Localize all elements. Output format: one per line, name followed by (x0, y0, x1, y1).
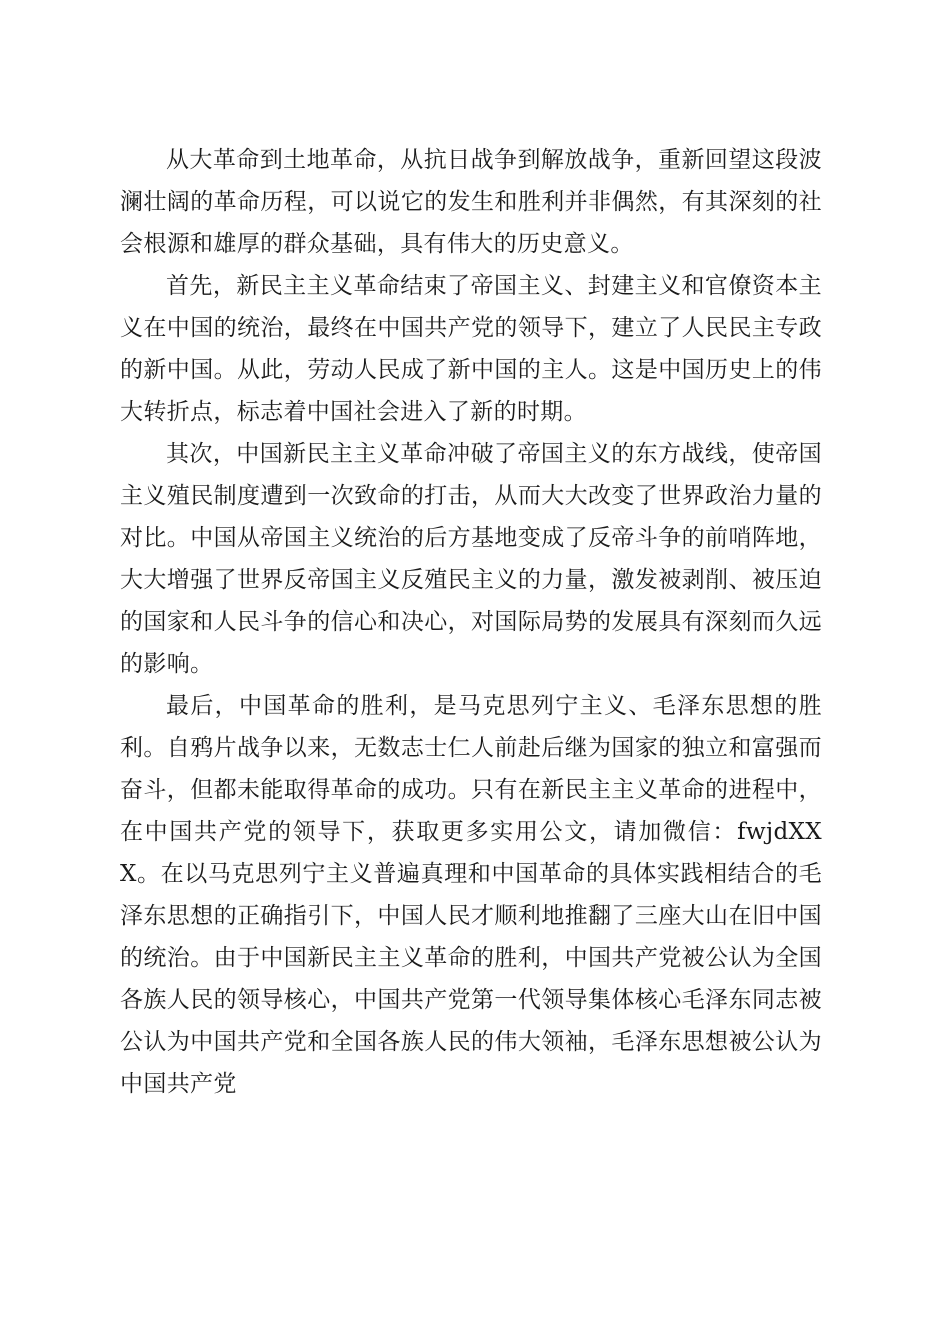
paragraph-significance-intro: 从大革命到土地革命，从抗日战争到解放战争，重新回望这段波澜壮阔的革命历程，可以说它的发生和胜利并非偶然，有其深刻的社会根源和雄厚的群众基础，具有伟大的历史意义。 (120, 147, 822, 257)
paragraph-first-point: 首先，新民主主义革命结束了帝国主义、封建主义和官僚资本主义在中国的统治，最终在中国共产党的领导下，建立了人民民主专政的新中国。从此，劳动人民成了新中国的主人。这是中国历史上的伟大转折点，标志着中国社会进入了新的时期。 (120, 273, 822, 425)
document-body (120, 139, 822, 1105)
paragraph-final-point: 最后，中国革命的胜利，是马克思列宁主义、毛泽东思想的胜利。自鸦片战争以来，无数志士仁人前赴后继为国家的独立和富强而奋斗，但都未能取得革命的成功。只有在新民主主义革命的进程中，在中国共产党的领导下，获取更多实用公文，请加微信：fwjdXXX。在以马克思列宁主义普遍真理和中国革命的具体实践相结合的毛泽东思想的正确指引下，中国人民才顺利地推翻了三座大山在旧中国的统治。由于中国新民主主义革命的胜利，中国共产党被公认为全国各族人民的领导核心，中国共产党第一代领导集体核心毛泽东同志被公认为中国共产党和全国各族人民的伟大领袖，毛泽东思想被公认为中国共产党 (120, 693, 822, 1097)
paragraph-second-point: 其次，中国新民主主义革命冲破了帝国主义的东方战线，使帝国主义殖民制度遭到一次致命的打击，从而大大改变了世界政治力量的对比。中国从帝国主义统治的后方基地变成了反帝斗争的前哨阵地，大大增强了世界反帝国主义反殖民主义的力量，激发被剥削、被压迫的国家和人民斗争的信心和决心，对国际局势的发展具有深刻而久远的影响。 (120, 441, 822, 677)
